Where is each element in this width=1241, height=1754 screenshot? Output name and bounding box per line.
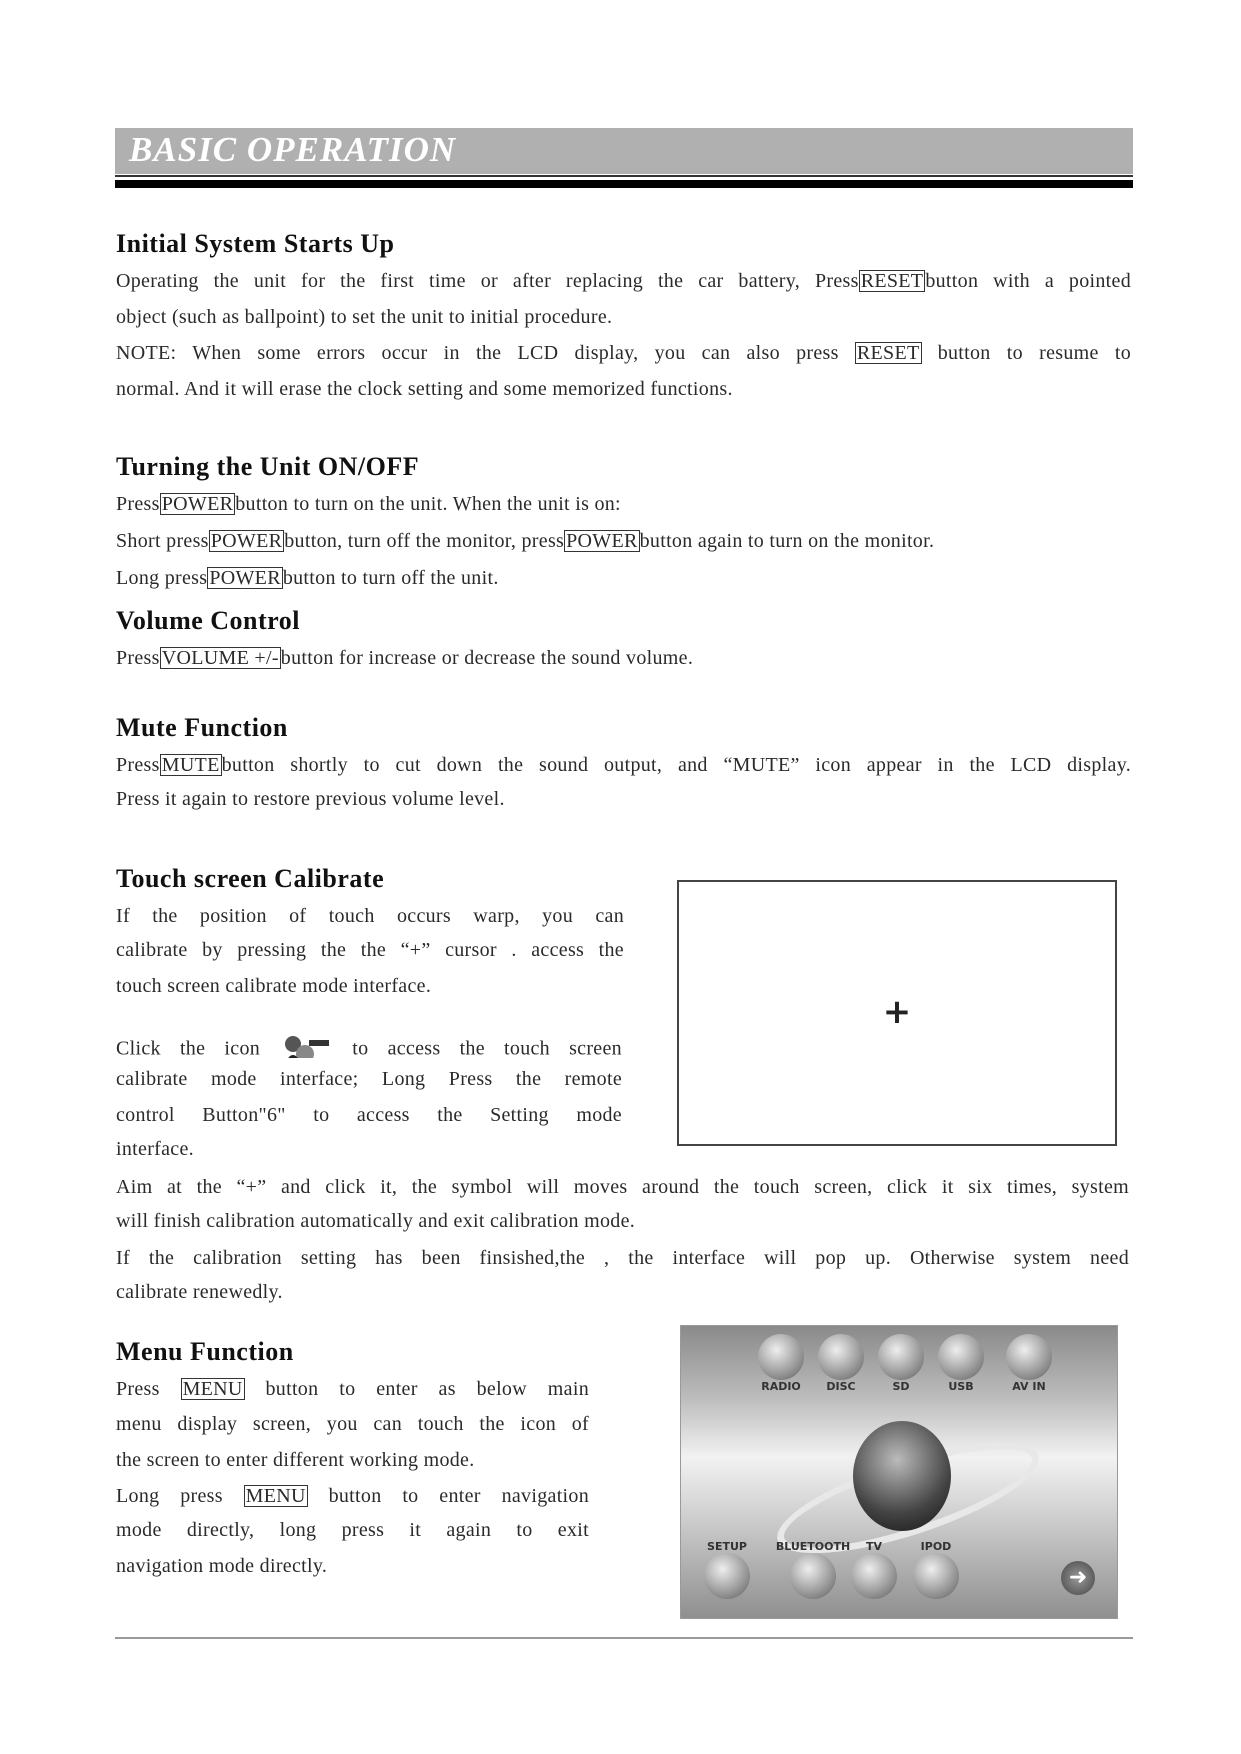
header-divider xyxy=(115,175,1133,177)
calibrate-tool-icon xyxy=(279,1032,333,1058)
button-name-power: POWER xyxy=(161,493,234,515)
text-segment: Press it again to restore previous volume level. xyxy=(116,788,505,810)
menu-item-bluetooth xyxy=(773,1540,853,1599)
text-segment: button shortly to cut down the sound output, and “MUTE” icon appear in the LCD display. xyxy=(221,754,1131,776)
text-line xyxy=(116,268,1131,294)
text-segment: button, turn off the monitor, press xyxy=(284,530,565,552)
text-line xyxy=(116,1174,1129,1200)
tv-icon xyxy=(851,1553,897,1599)
menu-item-label: SETUP xyxy=(707,1540,747,1553)
text-segment: Operating the unit for the first time or after replacing the car battery, Press xyxy=(116,270,859,292)
sd-icon xyxy=(878,1334,924,1380)
menu-item-tv xyxy=(844,1540,904,1599)
text-segment: Click the icon xyxy=(116,1037,261,1058)
button-name-power: POWER xyxy=(566,530,638,552)
text-segment: calibrate by pressing the the “+” cursor . access the xyxy=(116,939,624,961)
button-name-reset: RESET xyxy=(860,270,924,292)
button-name-power: POWER xyxy=(209,567,281,589)
text-line xyxy=(116,528,934,554)
text-line xyxy=(116,304,612,330)
disc-icon xyxy=(818,1334,864,1380)
button-name-power: POWER xyxy=(210,530,283,552)
menu-item-label: AV IN xyxy=(1012,1380,1046,1393)
text-line xyxy=(116,1066,622,1092)
text-line xyxy=(116,645,693,671)
button-name-reset: RESET xyxy=(856,342,920,364)
text-line xyxy=(116,1102,622,1128)
text-segment: mode directly, long press it again to exit xyxy=(116,1519,589,1541)
menu-item-label: BLUETOOTH xyxy=(775,1540,851,1553)
text-line xyxy=(116,973,431,999)
text-segment: control Button"6" to access the Setting mode xyxy=(116,1104,622,1126)
menu-item-label: TV xyxy=(865,1540,883,1553)
text-segment: button to enter navigation xyxy=(307,1485,589,1507)
header-divider-thick xyxy=(115,180,1133,188)
menu-item-label: SD xyxy=(892,1380,910,1393)
text-segment: Press xyxy=(116,647,160,669)
text-segment: button to turn on the unit. When the unit is on: xyxy=(235,493,621,515)
section-heading: Turning the Unit ON/OFF xyxy=(116,452,420,481)
text-segment: navigation mode directly. xyxy=(116,1555,328,1577)
usb-icon xyxy=(938,1334,984,1380)
text-line xyxy=(116,752,1131,778)
text-segment: touch screen calibrate mode interface. xyxy=(116,975,432,997)
text-segment: button with a pointed xyxy=(925,270,1131,292)
text-segment: Long press xyxy=(116,567,208,589)
av-in-icon xyxy=(1006,1334,1052,1380)
text-line xyxy=(116,937,624,963)
text-segment: normal. And it will erase the clock setting and some memorized functions. xyxy=(116,378,733,400)
calibrate-screen-illustration xyxy=(677,880,1117,1146)
page-title: BASIC OPERATION xyxy=(129,130,457,169)
ipod-icon xyxy=(913,1553,959,1599)
text-line xyxy=(116,1245,1129,1271)
section-heading: Volume Control xyxy=(116,606,300,635)
button-name-menu: MENU xyxy=(245,1485,306,1507)
text-segment: Press xyxy=(116,493,160,515)
text-line xyxy=(116,376,733,402)
bluetooth-icon xyxy=(790,1553,836,1599)
text-segment: button for increase or decrease the sound volume. xyxy=(280,647,694,669)
text-segment: If the position of touch occurs warp, you can xyxy=(116,905,624,927)
menu-item-disc xyxy=(811,1334,871,1393)
button-name-mute: MUTE xyxy=(161,754,220,776)
text-line xyxy=(116,1483,589,1509)
button-name-volume: VOLUME +/- xyxy=(161,647,279,669)
text-segment: button to turn off the unit. xyxy=(282,567,499,589)
menu-item-label: RADIO xyxy=(761,1380,801,1393)
menu-item-label: DISC xyxy=(826,1380,856,1393)
globe-icon xyxy=(853,1421,951,1531)
calibrate-cursor: + xyxy=(882,992,912,1032)
text-segment: Press xyxy=(116,1378,181,1400)
text-line xyxy=(116,1208,635,1234)
text-segment: If the calibration setting has been finsished,the , the interface will pop up. Otherwise system need xyxy=(116,1247,1129,1269)
setup-icon xyxy=(704,1553,750,1599)
text-segment: Press xyxy=(116,754,160,776)
text-line xyxy=(116,1136,194,1162)
menu-item-av-in xyxy=(999,1334,1059,1393)
text-segment: the screen to enter different working mode. xyxy=(116,1449,475,1471)
text-line xyxy=(116,786,505,812)
text-segment: button to enter as below main xyxy=(244,1378,589,1400)
button-name-menu: MENU xyxy=(182,1378,243,1400)
menu-item-label: IPOD xyxy=(920,1540,952,1553)
text-segment: NOTE: When some errors occur in the LCD display, you can also press xyxy=(116,342,855,364)
text-line xyxy=(116,565,499,591)
text-segment: Short press xyxy=(116,530,209,552)
text-segment: Aim at the “+” and click it, the symbol will moves around the touch screen, click it six times, system xyxy=(116,1176,1129,1198)
section-heading: Mute Function xyxy=(116,713,288,742)
text-line xyxy=(116,1279,283,1305)
menu-item-sd xyxy=(871,1334,931,1393)
text-line xyxy=(116,903,624,929)
menu-item-label: USB xyxy=(948,1380,974,1393)
text-segment: calibrate renewedly. xyxy=(116,1281,283,1303)
text-line xyxy=(116,1411,589,1437)
text-line xyxy=(116,1447,475,1473)
text-segment: Long press xyxy=(116,1485,244,1507)
text-segment: to access the touch screen xyxy=(352,1037,622,1058)
arrow-right-icon: ➜ xyxy=(1061,1561,1095,1595)
text-segment: menu display screen, you can touch the icon of xyxy=(116,1413,589,1435)
menu-item-setup xyxy=(697,1540,757,1599)
text-line xyxy=(116,1553,327,1579)
main-menu-screenshot xyxy=(680,1325,1118,1619)
menu-item-radio xyxy=(751,1334,811,1393)
section-heading: Initial System Starts Up xyxy=(116,229,395,258)
text-line xyxy=(116,1376,589,1402)
text-segment: button again to turn on the monitor. xyxy=(639,530,935,552)
text-segment: button to resume to xyxy=(921,342,1131,364)
text-line xyxy=(116,340,1131,366)
menu-item-usb xyxy=(931,1334,991,1393)
section-header-bar xyxy=(115,128,1133,174)
text-line xyxy=(116,1517,589,1543)
text-segment: interface. xyxy=(116,1138,194,1160)
text-line xyxy=(116,491,621,517)
text-line xyxy=(116,1032,622,1058)
section-heading: Touch screen Calibrate xyxy=(116,864,385,893)
text-segment: will finish calibration automatically and exit calibration mode. xyxy=(116,1210,636,1232)
radio-icon xyxy=(758,1334,804,1380)
text-segment: object (such as ballpoint) to set the unit to initial procedure. xyxy=(116,306,613,328)
footer-divider xyxy=(115,1637,1133,1639)
text-segment: calibrate mode interface; Long Press the remote xyxy=(116,1068,622,1090)
menu-item-ipod xyxy=(906,1540,966,1599)
section-heading: Menu Function xyxy=(116,1337,294,1366)
